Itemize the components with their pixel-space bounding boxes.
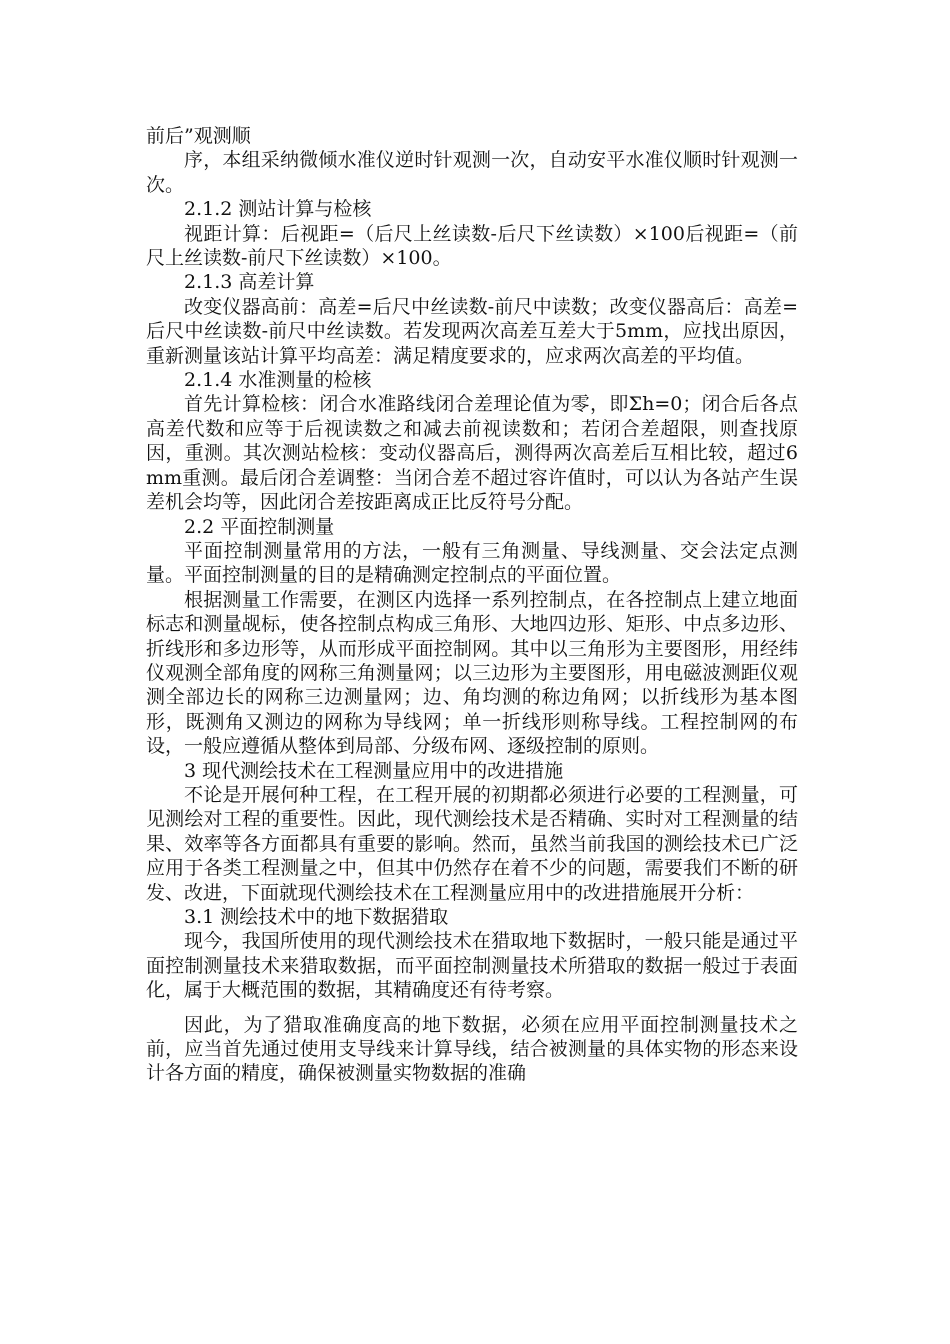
paragraph-sight-distance: 视距计算：后视距=（后尺上丝读数-后尺下丝读数）×100后视距=（前尺上丝读数-前尺下丝读数）×100。: [146, 222, 798, 270]
paragraph-observation-order: 序，本组采纳微倾水准仪逆时针观测一次，自动安平水准仪顺时针观测一次。: [146, 149, 798, 196]
paragraph-branch-traverse: 因此，为了猎取准确度高的地下数据，必须在应用平面控制测量技术之前，应当首先通过使用支导线来计算导线，结合被测量的具体实物的形态来设计各方面的精度，确保被测量实物数据的准确: [146, 1013, 798, 1085]
paragraph-plane-control-methods: 平面控制测量常用的方法，一般有三角测量、导线测量、交会法定点测量。平面控制测量的目的是精确测定控制点的平面位置。: [146, 539, 798, 587]
heading-3: 3 现代测绘技术在工程测量应用中的改进措施: [184, 759, 564, 782]
paragraph-leveling-check: 首先计算检核：闭合水准路线闭合差理论值为零，即Σh=0；闭合后各点高差代数和应等于后视读数之和减去前视读数和；若闭合差超限，则查找原因，重测。其次测站检核：变动仪器高后，测得两次高差后互相比较，超过6mm重测。最后闭合差调整：当闭合差不超过容许值时，可以认为各站产生误差机会均等，因此闭合差按距离成正比反符号分配。: [146, 393, 798, 514]
paragraph-underground-data: 现今，我国所使用的现代测绘技术在猎取地下数据时，一般只能是通过平面控制测量技术来猎取数据，而平面控制测量技术所猎取的数据一般过于表面化，属于大概范围的数据，其精确度还有待考察。: [146, 930, 798, 1002]
paragraph-continuation: 前后”观测顺: [146, 125, 251, 147]
heading-2-1-3: 2.1.3 高差计算: [184, 271, 315, 294]
heading-2-1-2: 2.1.2 测站计算与检核: [184, 198, 372, 221]
heading-2-2: 2.2 平面控制测量: [184, 515, 335, 538]
heading-3-1: 3.1 测绘技术中的地下数据猎取: [184, 906, 449, 928]
paragraph-control-network: 根据测量工作需要，在测区内选择一系列控制点，在各控制点上建立地面标志和测量觇标，使各控制点构成三角形、大地四边形、矩形、中点多边形、折线形和多边形等，从而形成平面控制网。其中以三角形为主要图形，用经纬仪观测全部角度的网称三角测量网；以三边形为主要图形，用电磁波测距仪观测全部边长的网称三边测量网；边、角均测的称边角网；以折线形为基本图形，既测角又测边的网称为导线网；单一折线形则称导线。工程控制网的布设，一般应遵循从整体到局部、分级布网、逐级控制的原则。: [146, 588, 798, 758]
heading-2-1-4: 2.1.4 水准测量的检核: [184, 369, 372, 392]
document-body: [146, 124, 798, 1086]
paragraph-importance: 不论是开展何种工程，在工程开展的初期都必须进行必要的工程测量，可见测绘对工程的重要性。因此，现代测绘技术是否精确、实时对工程测量的结果、效率等各方面都具有重要的影响。然而，虽然当前我国的测绘技术已广泛应用于各类工程测量之中，但其中仍然存在着不少的问题，需要我们不断的研发、改进，下面就现代测绘技术在工程测量应用中的改进措施展开分析：: [146, 783, 798, 904]
paragraph-height-difference: 改变仪器高前：高差=后尺中丝读数-前尺中读数；改变仪器高后：高差=后尺中丝读数-前尺中丝读数。若发现两次高差互差大于5mm，应找出原因，重新测量该站计算平均高差：满足精度要求的，应求两次高差的平均值。: [146, 295, 798, 367]
